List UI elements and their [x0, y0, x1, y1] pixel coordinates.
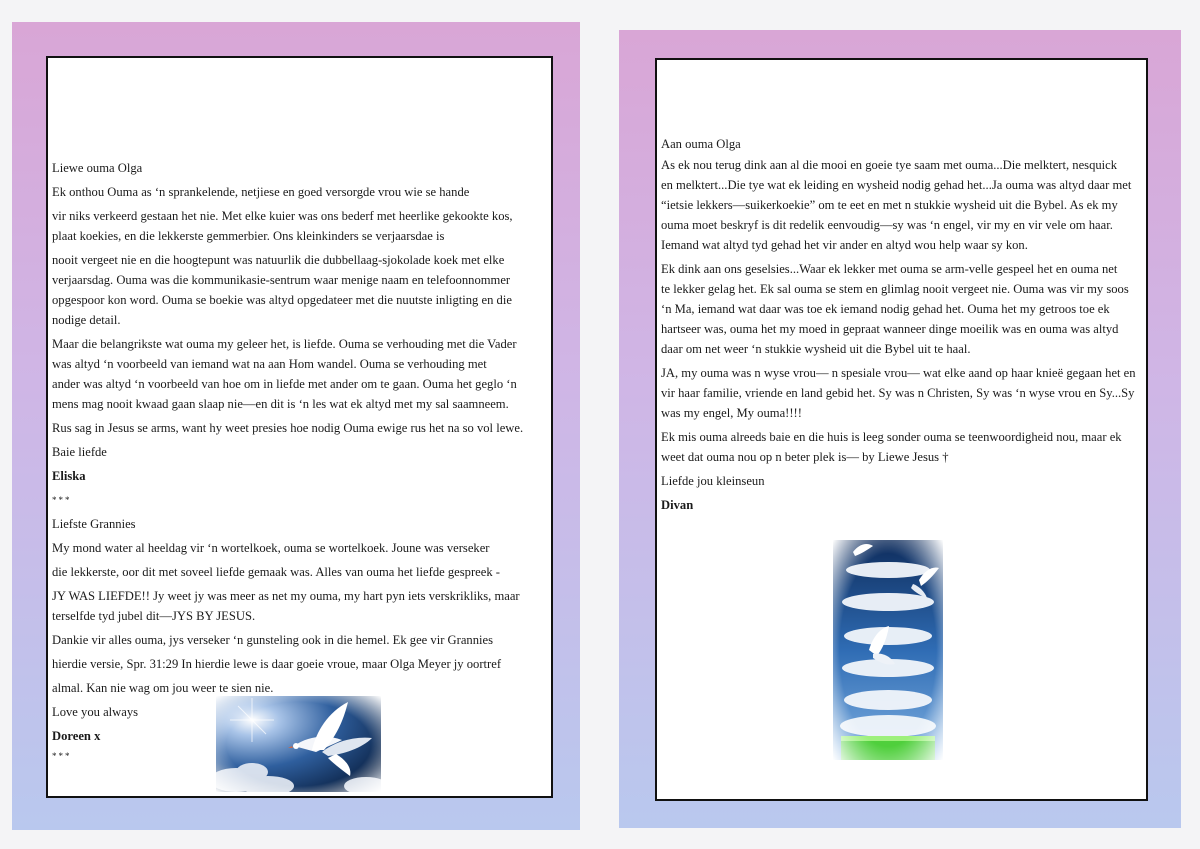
letter1-line: nodige detail.: [52, 313, 121, 327]
letter1-line: Ek onthou Ouma as ‘n sprankelende, netjiese en goed versorgde vrou wie se hande: [52, 185, 470, 199]
right-line: hartseer was, ouma het my moed in gepraat wanneer dinge moeilik was en ouma was altyd: [661, 322, 1119, 336]
letter2-salutation: Liefste Grannies: [52, 517, 136, 531]
letter2-line: hierdie versie, Spr. 31:29 In hierdie lewe is daar goeie vroue, maar Olga Meyer jy oortref: [52, 657, 502, 671]
left-page-sheet: [12, 22, 580, 830]
dove-photo-right: [833, 540, 943, 760]
letter2-closing: Love you always: [52, 705, 139, 719]
letter1-closing: Baie liefde: [52, 445, 107, 459]
right-line: As ek nou terug dink aan al die mooi en goeie tye saam met ouma...Die melktert, nesquick: [661, 158, 1118, 172]
dove-photo-left: [216, 696, 381, 792]
letter2-line: almal. Kan nie wag om jou weer te sien nie.: [52, 681, 274, 695]
right-line: Ek mis ouma alreeds baie en die huis is leeg sonder ouma se teenwoordigheid nou, maar ek: [661, 430, 1122, 444]
right-signature: Divan: [661, 498, 694, 512]
letter2-line: terselfde tyd jubel dit—JYS BY JESUS.: [52, 609, 256, 623]
letter1-line: Rus sag in Jesus se arms, want hy weet presies hoe nodig Ouma ewige rus het na so vol lewe.: [52, 421, 524, 435]
letter1-line: Maar die belangrikste wat ouma my geleer het, is liefde. Ouma se verhouding met die Vader: [52, 337, 517, 351]
letter1-separator: ***: [52, 495, 72, 505]
right-line: “ietsie lekkers—suikerkoekie” om te eet en met n stukkie wysheid uit die Bybel. As ek my: [661, 198, 1118, 212]
letter2-separator: ***: [52, 751, 72, 761]
doves-stairway-image: [833, 540, 943, 760]
right-page-text: [661, 134, 1142, 515]
letter1-line: opgespoor kon word. Ouma se boekie was altyd opgedateer met die nuutste inligting en die: [52, 293, 512, 307]
letter1-salutation: Liewe ouma Olga: [52, 161, 143, 175]
dove-clouds-image: [216, 696, 381, 792]
letter2-line: My mond water al heeldag vir ‘n wortelkoek, ouma se wortelkoek. Joune was verseker: [52, 541, 490, 555]
right-line: en melktert...Die tye wat ek leiding en wysheid nodig gehad het...Ja ouma was altyd daar met: [661, 178, 1132, 192]
right-page-panel: [655, 58, 1148, 801]
right-line: te lekker gelag het. Ek sal ouma se stem en glimlag nooit vergeet nie. Ouma was vir my soos: [661, 282, 1129, 296]
letter2-line: Dankie vir alles ouma, jys verseker ‘n gunsteling ook in die hemel. Ek gee vir Grannies: [52, 633, 494, 647]
right-line: Ek dink aan ons geselsies...Waar ek lekker met ouma se arm-velle gespeel het en ouma net: [661, 262, 1118, 276]
right-line: ouma moet beskryf is dit redelik eenvoudig—sy was ‘n engel, vir my en vir vele om haar.: [661, 218, 1113, 232]
right-line: was my engel, My ouma!!!!: [661, 406, 802, 420]
right-line: vir haar familie, vriende en land gebid het. Sy was n Christen, Sy was ‘n wyse vrou en Sy...Sy: [661, 386, 1135, 400]
letter1-line: verjaarsdag. Ouma was die kommunikasie-sentrum waar menige naam en telefoonnommer: [52, 273, 511, 287]
right-line: daar om net weer ‘n stukkie wysheid uit die Bybel uit te haal.: [661, 342, 971, 356]
letter1-line: plaat koekies, en die lekkerste gemmerbier. Ons kleinkinders se verjaarsdae is: [52, 229, 445, 243]
letter1-line: mens mag nooit kwaad gaan slaap nie—en dit is ‘n les wat ek altyd met my sal saamneem.: [52, 397, 509, 411]
letter1-line: nooit vergeet nie en die hoogtepunt was natuurlik die dubbellaag-sjokolade koek met elke: [52, 253, 505, 267]
letter1-line: ander was altyd ‘n voorbeeld van hoe om in liefde met ander om te gaan. Ouma het geglo ‘n: [52, 377, 517, 391]
right-line: JA, my ouma was n wyse vrou— n spesiale vrou— wat elke aand op haar knieë gegaan het en: [661, 366, 1136, 380]
letter2-line: die lekkerste, oor dit met soveel liefde gemaak was. Alles van ouma het liefde gespreek -: [52, 565, 500, 579]
right-line: ‘n Ma, iemand wat daar was toe ek iemand nodig gehad het. Ouma het my getroos toe ek: [661, 302, 1110, 316]
left-page-text: [52, 158, 544, 766]
right-line: Iemand wat altyd tyd gehad het vir ander en altyd wou help waar sy kon.: [661, 238, 1028, 252]
right-line: weet dat ouma nou op n beter plek is— by Liewe Jesus †: [661, 450, 949, 464]
left-page-panel: [46, 56, 553, 798]
letter1-line: vir niks verkeerd gestaan het nie. Met elke kuier was ons bederf met heerlike gekookte kos,: [52, 209, 513, 223]
right-closing: Liefde jou kleinseun: [661, 474, 765, 488]
letter1-line: was altyd ‘n voorbeeld van iemand wat na aan Hom wandel. Ouma se verhouding met: [52, 357, 487, 371]
letter2-signature: Doreen x: [52, 729, 101, 743]
letter2-line: JY WAS LIEFDE!! Jy weet jy was meer as net my ouma, my hart pyn iets verskrikliks, maar: [52, 589, 520, 603]
right-salutation: Aan ouma Olga: [661, 137, 741, 151]
right-page-sheet: [619, 30, 1181, 828]
letter1-signature: Eliska: [52, 469, 86, 483]
